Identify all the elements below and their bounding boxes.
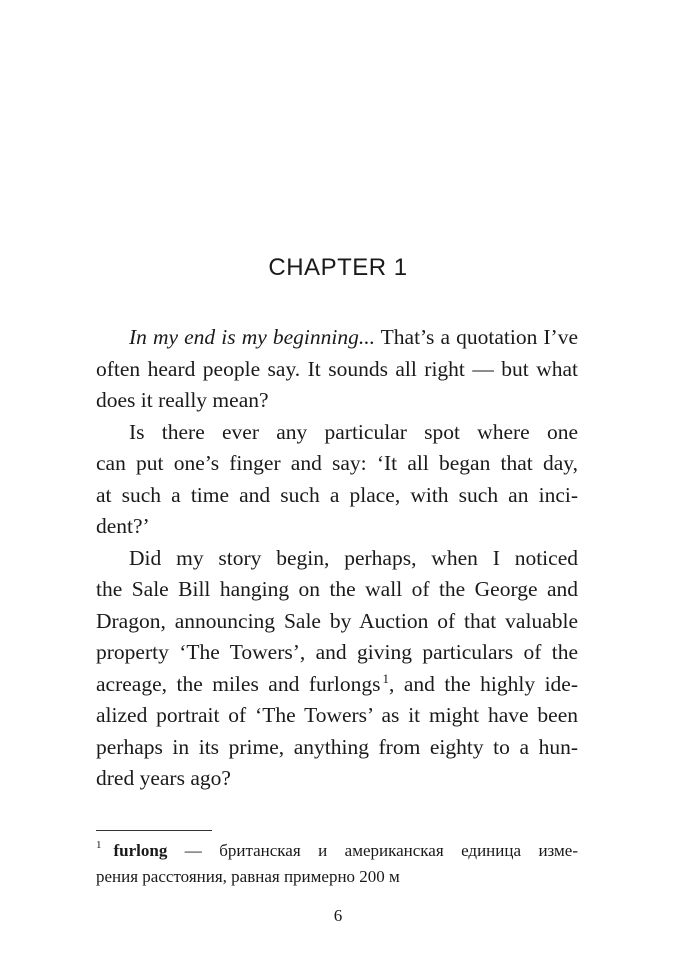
chapter-heading: CHAPTER 1 [268,254,408,281]
text-line-end: , and the highly ide- [389,671,579,696]
footnote-divider [96,830,212,831]
text-line: alized portrait of ‘The Towers’ as it might have been [96,703,578,727]
footnote-line: рения расстояния, равная примерно 200 м [96,867,400,886]
text-line [96,669,578,701]
text-line-start: acreage, the miles and furlongs [96,671,381,696]
text-line-rest: That’s a quotation I’ve [374,325,579,349]
text-line: dred years ago? [96,766,231,790]
italic-quotation: In my end is my beginning... [129,325,375,349]
footnote-definition: — британская и американская единица изме- [167,841,578,860]
text-line: perhaps in its prime, anything from eighty to a hun- [96,734,578,759]
footnote-reference[interactable]: 1 [382,670,389,686]
text-line: property ‘The Towers’, and giving particulars of the [96,640,578,664]
page-number: 6 [333,906,343,925]
text-line [96,322,578,354]
footnote [96,838,578,890]
text-line: at such a time and such a place, with such an inci- [96,482,578,507]
footnote-term: furlong [113,841,168,860]
text-line: does it really mean? [96,388,269,412]
body-text [96,322,578,795]
text-line: often heard people say. It sounds all right — but what [96,356,578,381]
text-line: Did my story begin, perhaps, when I noticed [129,545,578,570]
text-line: Is there ever any particular spot where one [129,419,578,444]
footnote-line [96,838,578,864]
text-line: Dragon, announcing Sale by Auction of that valuable [96,608,578,633]
text-line: the Sale Bill hanging on the wall of the George and [96,577,578,601]
text-line: dent?’ [96,514,150,538]
text-line: can put one’s finger and say: ‘It all began that day, [96,451,578,475]
footnote-number: 1 [96,839,102,851]
